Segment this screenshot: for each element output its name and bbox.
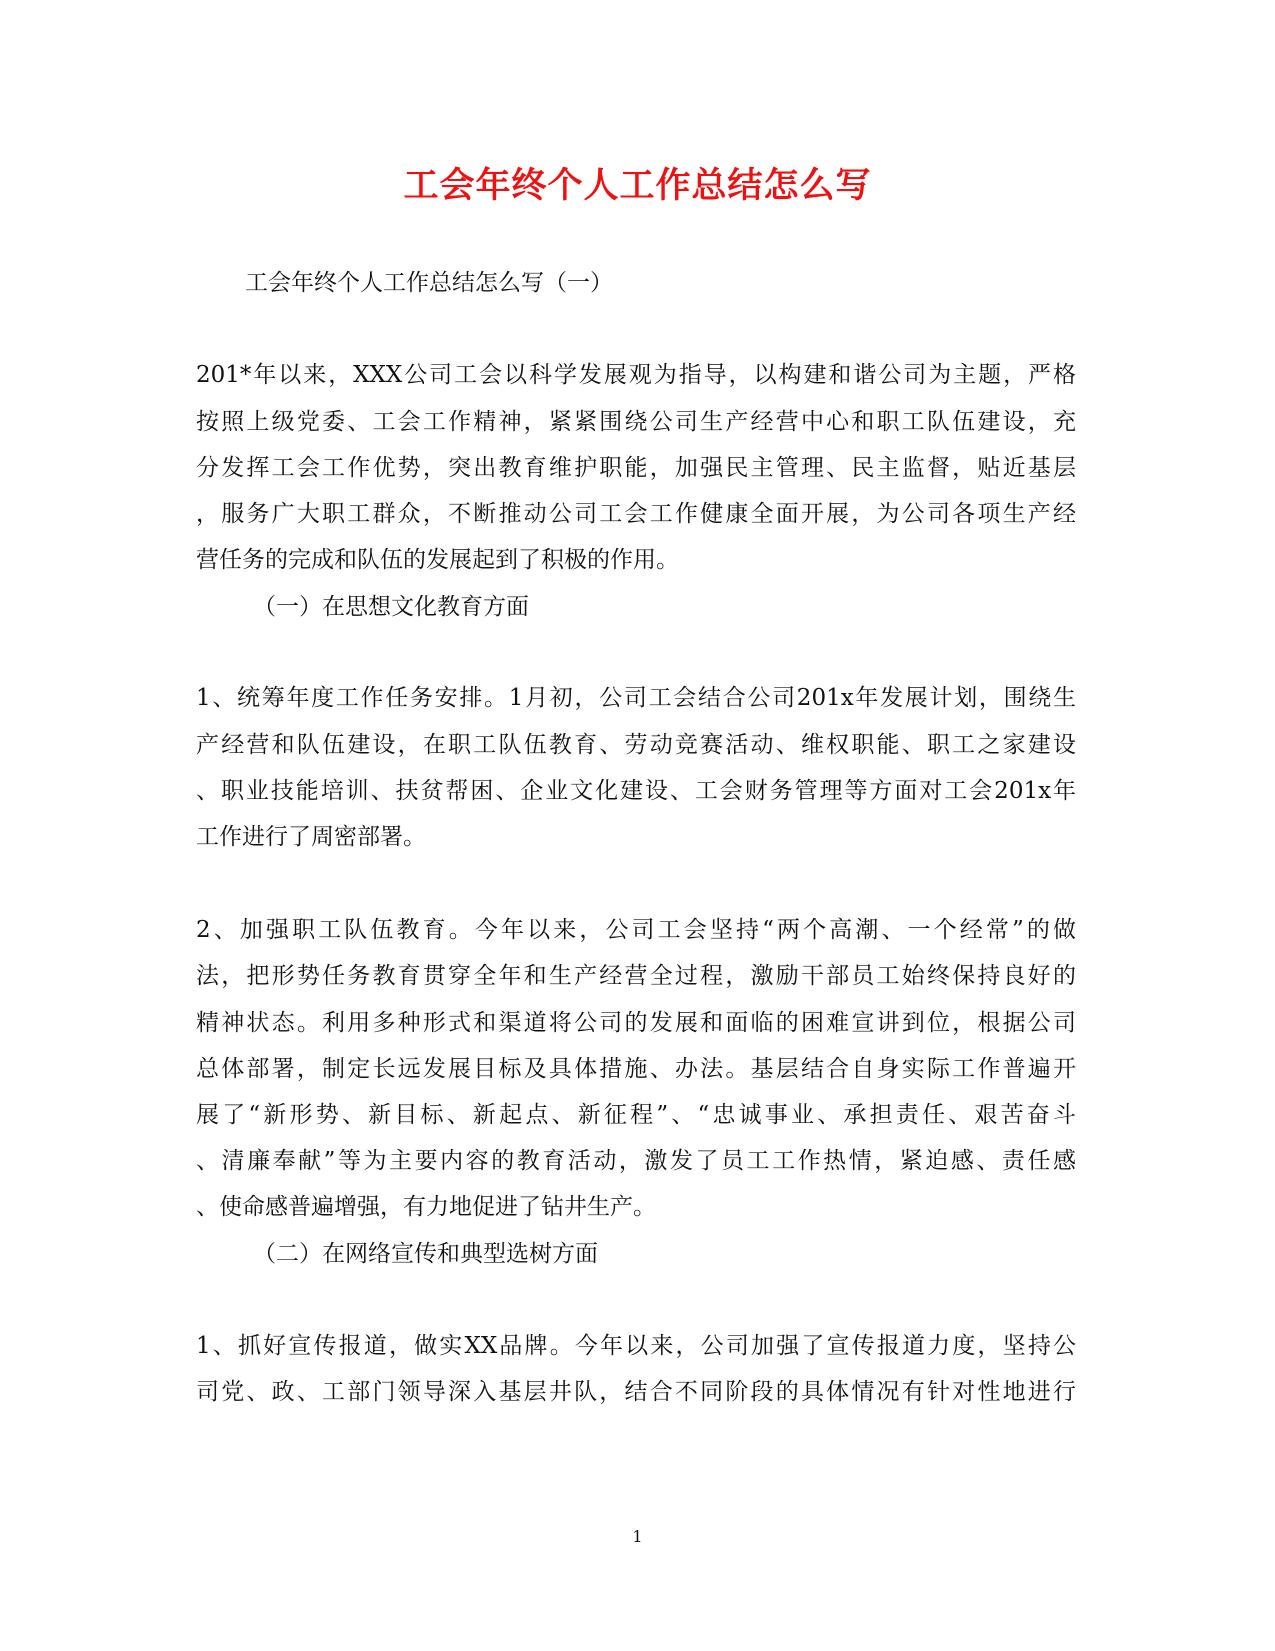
paragraph-line: 司党、政、工部门领导深入基层井队，结合不同阶段的具体情况有针对性地进行 [196, 1379, 1076, 1405]
paragraph-line: 1、抓好宣传报道，做实XX品牌。今年以来，公司加强了宣传报道力度，坚持公 [196, 1333, 1076, 1359]
paragraph-line: 201*年以来，XXX公司工会以科学发展观为指导，以构建和谐公司为主题，严格 [196, 362, 1076, 388]
document-title: 工会年终个人工作总结怎么写 [403, 165, 872, 206]
page-number: 1 [632, 1527, 643, 1546]
paragraph-line: 1、统筹年度工作任务安排。1月初，公司工会结合公司201x年发展计划，围绕生 [196, 685, 1076, 711]
section-heading-2: （二）在网络宣传和典型选树方面 [253, 1241, 598, 1267]
paragraph-line: 、使命感普遍增强，有力地促进了钻井生产。 [196, 1194, 656, 1220]
paragraph-line: 展了“新形势、新目标、新起点、新征程”、“忠诚事业、承担责任、艰苦奋斗 [196, 1102, 1076, 1128]
paragraph-line: 精神状态。利用多种形式和渠道将公司的发展和面临的困难宣讲到位，根据公司 [196, 1010, 1076, 1036]
paragraph-line: 分发挥工会工作优势，突出教育维护职能，加强民主管理、民主监督，贴近基层 [196, 455, 1076, 481]
paragraph-line: 产经营和队伍建设，在职工队伍教育、劳动竞赛活动、维权职能、职工之家建设 [196, 732, 1076, 758]
paragraph-line: ，服务广大职工群众，不断推动公司工会工作健康全面开展，为公司各项生产经 [196, 501, 1076, 527]
paragraph-line: 、职业技能培训、扶贫帮困、企业文化建设、工会财务管理等方面对工会201x年 [196, 778, 1076, 804]
paragraph-line: 、清廉奉献”等为主要内容的教育活动，激发了员工工作热情，紧迫感、责任感 [196, 1148, 1076, 1174]
paragraph-line: 工作进行了周密部署。 [196, 824, 426, 850]
paragraph-line: 法，把形势任务教育贯穿全年和生产经营全过程，激励干部员工始终保持良好的 [196, 963, 1076, 989]
paragraph-line: 总体部署，制定长远发展目标及具体措施、办法。基层结合自身实际工作普遍开 [196, 1056, 1076, 1082]
paragraph-line: 2、加强职工队伍教育。今年以来，公司工会坚持“两个高潮、一个经常”的做 [196, 917, 1076, 943]
paragraph-line: 按照上级党委、工会工作精神，紧紧围绕公司生产经营中心和职工队伍建设，充 [196, 409, 1076, 435]
section-subtitle: 工会年终个人工作总结怎么写（一） [245, 270, 613, 296]
section-heading-1: （一）在思想文化教育方面 [253, 594, 529, 620]
paragraph-line: 营任务的完成和队伍的发展起到了积极的作用。 [196, 547, 679, 573]
